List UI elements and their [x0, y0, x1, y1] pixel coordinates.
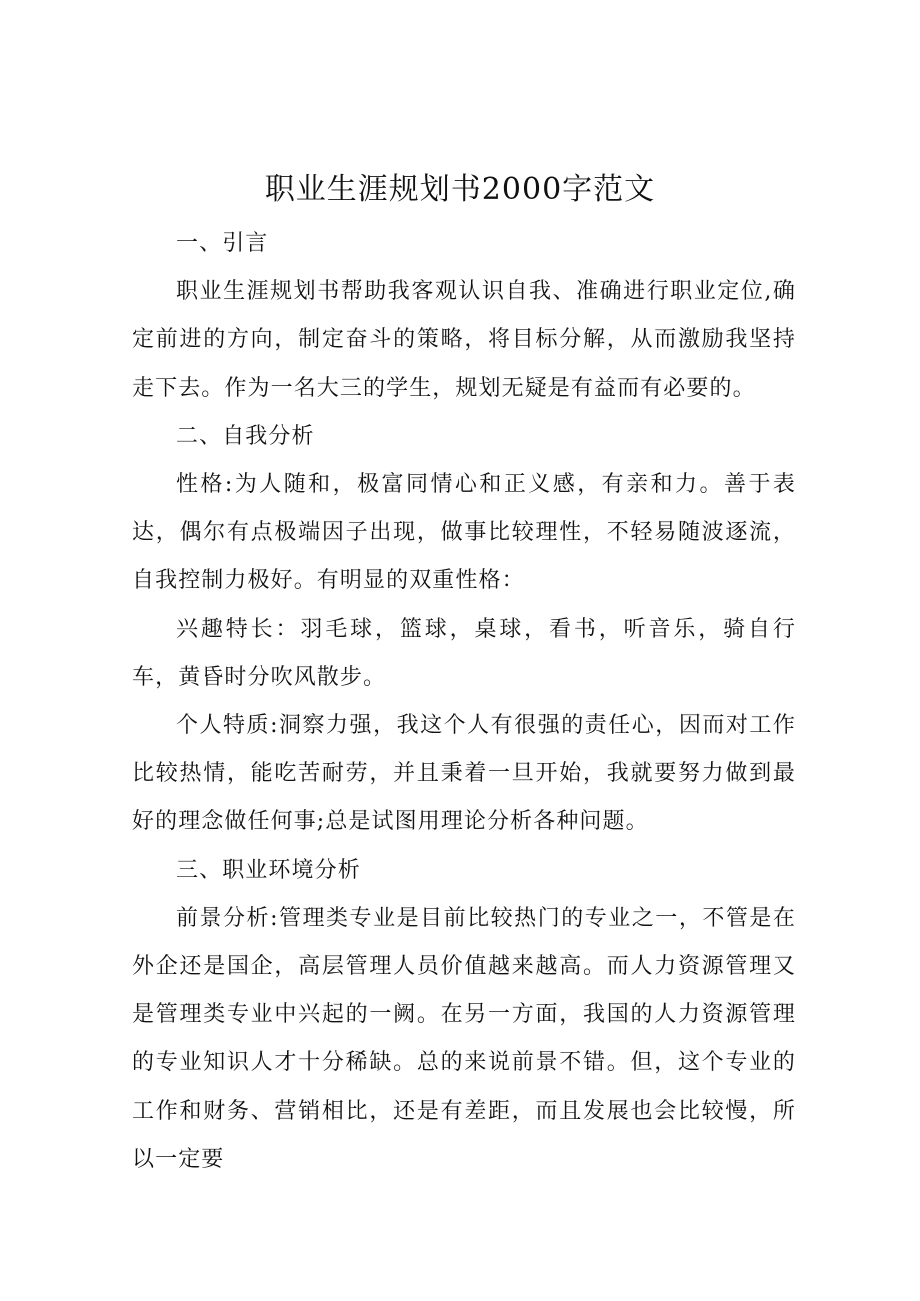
document-body [132, 220, 796, 1184]
document-title: 职业生涯规划书2000字范文 [264, 172, 656, 207]
section-heading-self-analysis: 二、自我分析 [176, 423, 315, 449]
paragraph-introduction: 职业生涯规划书帮助我客观认识自我、准确进行职业定位,确定前进的方向，制定奋斗的策略，将目标分解，从而激励我坚持走下去。作为一名大三的学生，规划无疑是有益而有必要的。 [132, 279, 796, 401]
paragraph-interests: 兴趣特长：羽毛球，篮球，桌球，看书，听音乐，骑自行车，黄昏时分吹风散步。 [132, 616, 796, 690]
paragraph-personal-traits: 个人特质:洞察力强，我这个人有很强的责任心，因而对工作比较热情，能吃苦耐劳，并且秉着一旦开始，我就要努力做到最好的理念做任何事;总是试图用理论分析各种问题。 [132, 713, 796, 835]
paragraph-prospect-analysis: 前景分析:管理类专业是目前比较热门的专业之一，不管是在外企还是国企，高层管理人员价值越来越高。而人力资源管理又是管理类专业中兴起的一阙。在另一方面，我国的人力资源管理的专业知识人才十分稀缺。总的来说前景不错。但，这个专业的工作和财务、营销相比，还是有差距，而且发展也会比较慢，所以一定要 [132, 905, 796, 1172]
section-heading-career-environment: 三、职业环境分析 [176, 857, 361, 883]
section-heading-introduction: 一、引言 [176, 231, 269, 256]
paragraph-personality: 性格:为人随和，极富同情心和正义感，有亲和力。善于表达，偶尔有点极端因子出现，做事比较理性，不轻易随波逐流，自我控制力极好。有明显的双重性格： [132, 472, 796, 594]
